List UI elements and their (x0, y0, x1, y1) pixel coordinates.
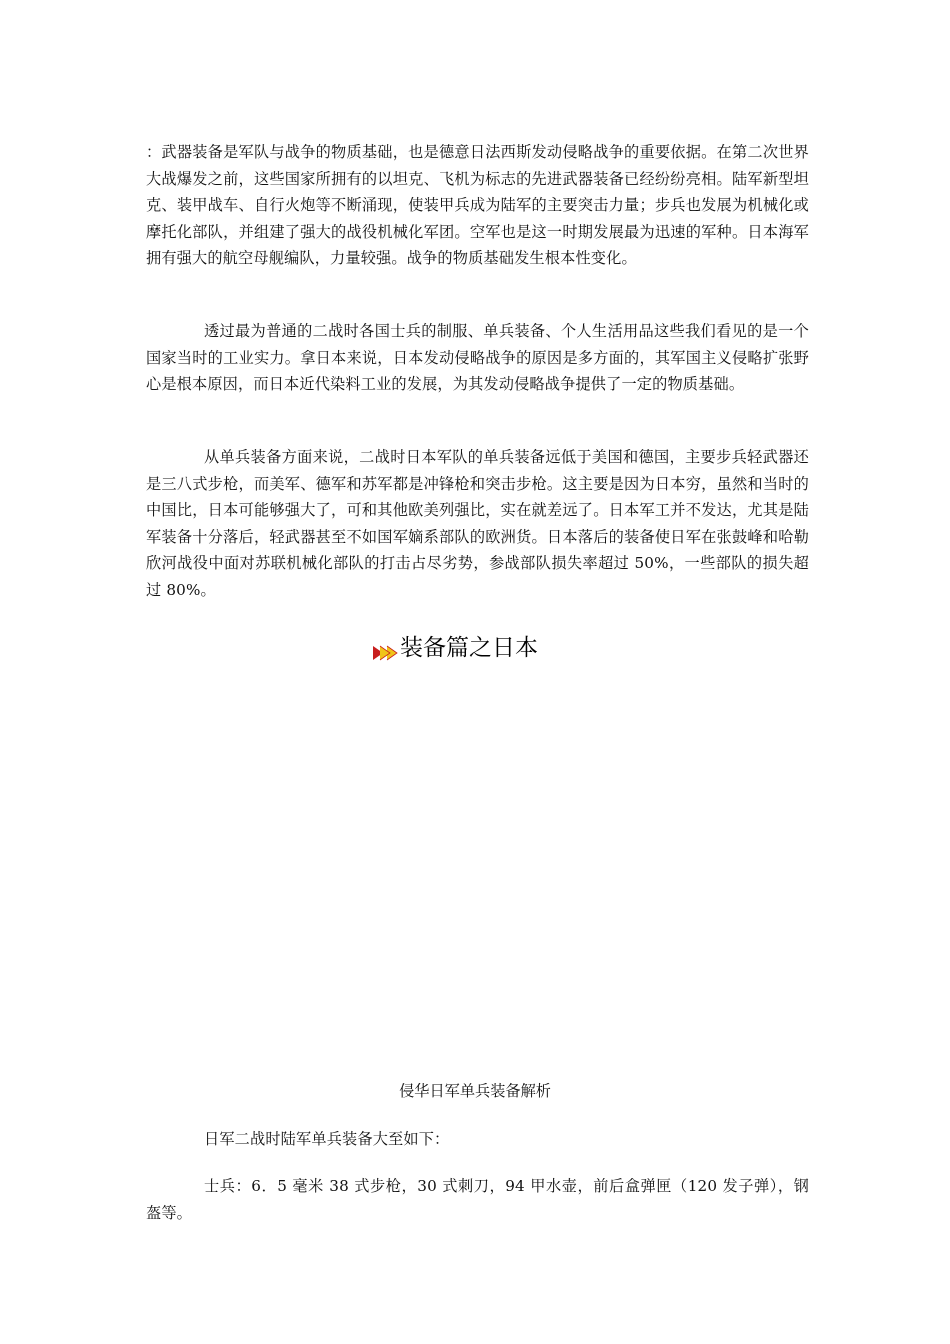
equipment-paragraph: 从单兵装备方面来说，二战时日本军队的单兵装备远低于美国和德国，主要步兵轻武器还是三八式步枪，而美军、德军和苏军都是冲锋枪和突击步枪。这主要是因为日本穷，虽然和当时的中国比，日本可能够强大了，可和其他欧美列强比，实在就差远了。日本军工并不发达，尤其是陆军装备十分落后，轻武器甚至不如国军嫡系部队的欧洲货。日本落后的装备使日军在张鼓峰和哈勒欣河战役中面对苏联机械化部队的打击占尽劣势，参战部队损失率超过 50%，一些部队的损失超过 80%。 (146, 448, 809, 599)
intro-paragraph: ：武器装备是军队与战争的物质基础，也是德意日法西斯发动侵略战争的重要依据。在第二次世界大战爆发之前，这些国家所拥有的以坦克、飞机为标志的先进武器装备已经纷纷亮相。陆军新型坦克、装甲战车、自行火炮等不断涌现，使装甲兵成为陆军的主要突击力量；步兵也发展为机械化或摩托化部队，并组建了强大的战役机械化军团。空军也是这一时期发展最为迅速的军种。日本海军拥有强大的航空母舰编队，力量较强。战争的物质基础发生根本性变化。 (146, 143, 809, 267)
section-heading-text: 装备篇之日本 (400, 635, 538, 661)
section-heading (372, 628, 538, 664)
industry-paragraph: 透过最为普通的二战时各国士兵的制服、单兵装备、个人生活用品这些我们看见的是一个国家当时的工业实力。拿日本来说，日本发动侵略战争的原因是多方面的，其军国主义侵略扩张野心是根本原因，而日本近代染料工业的发展，为其发动侵略战争提供了一定的物质基础。 (146, 322, 809, 393)
equipment-intro-line: 日军二战时陆军单兵装备大至如下： (204, 1130, 450, 1148)
section-subtitle: 侵华日军单兵装备解析 (399, 1082, 551, 1100)
soldier-equipment-paragraph: 士兵：6．5 毫米 38 式步枪，30 式刺刀，94 甲水壶，前后盒弹匣（120 发子弹），钢盔等。 (146, 1177, 809, 1222)
triple-arrow-bullet-icon (372, 644, 398, 662)
